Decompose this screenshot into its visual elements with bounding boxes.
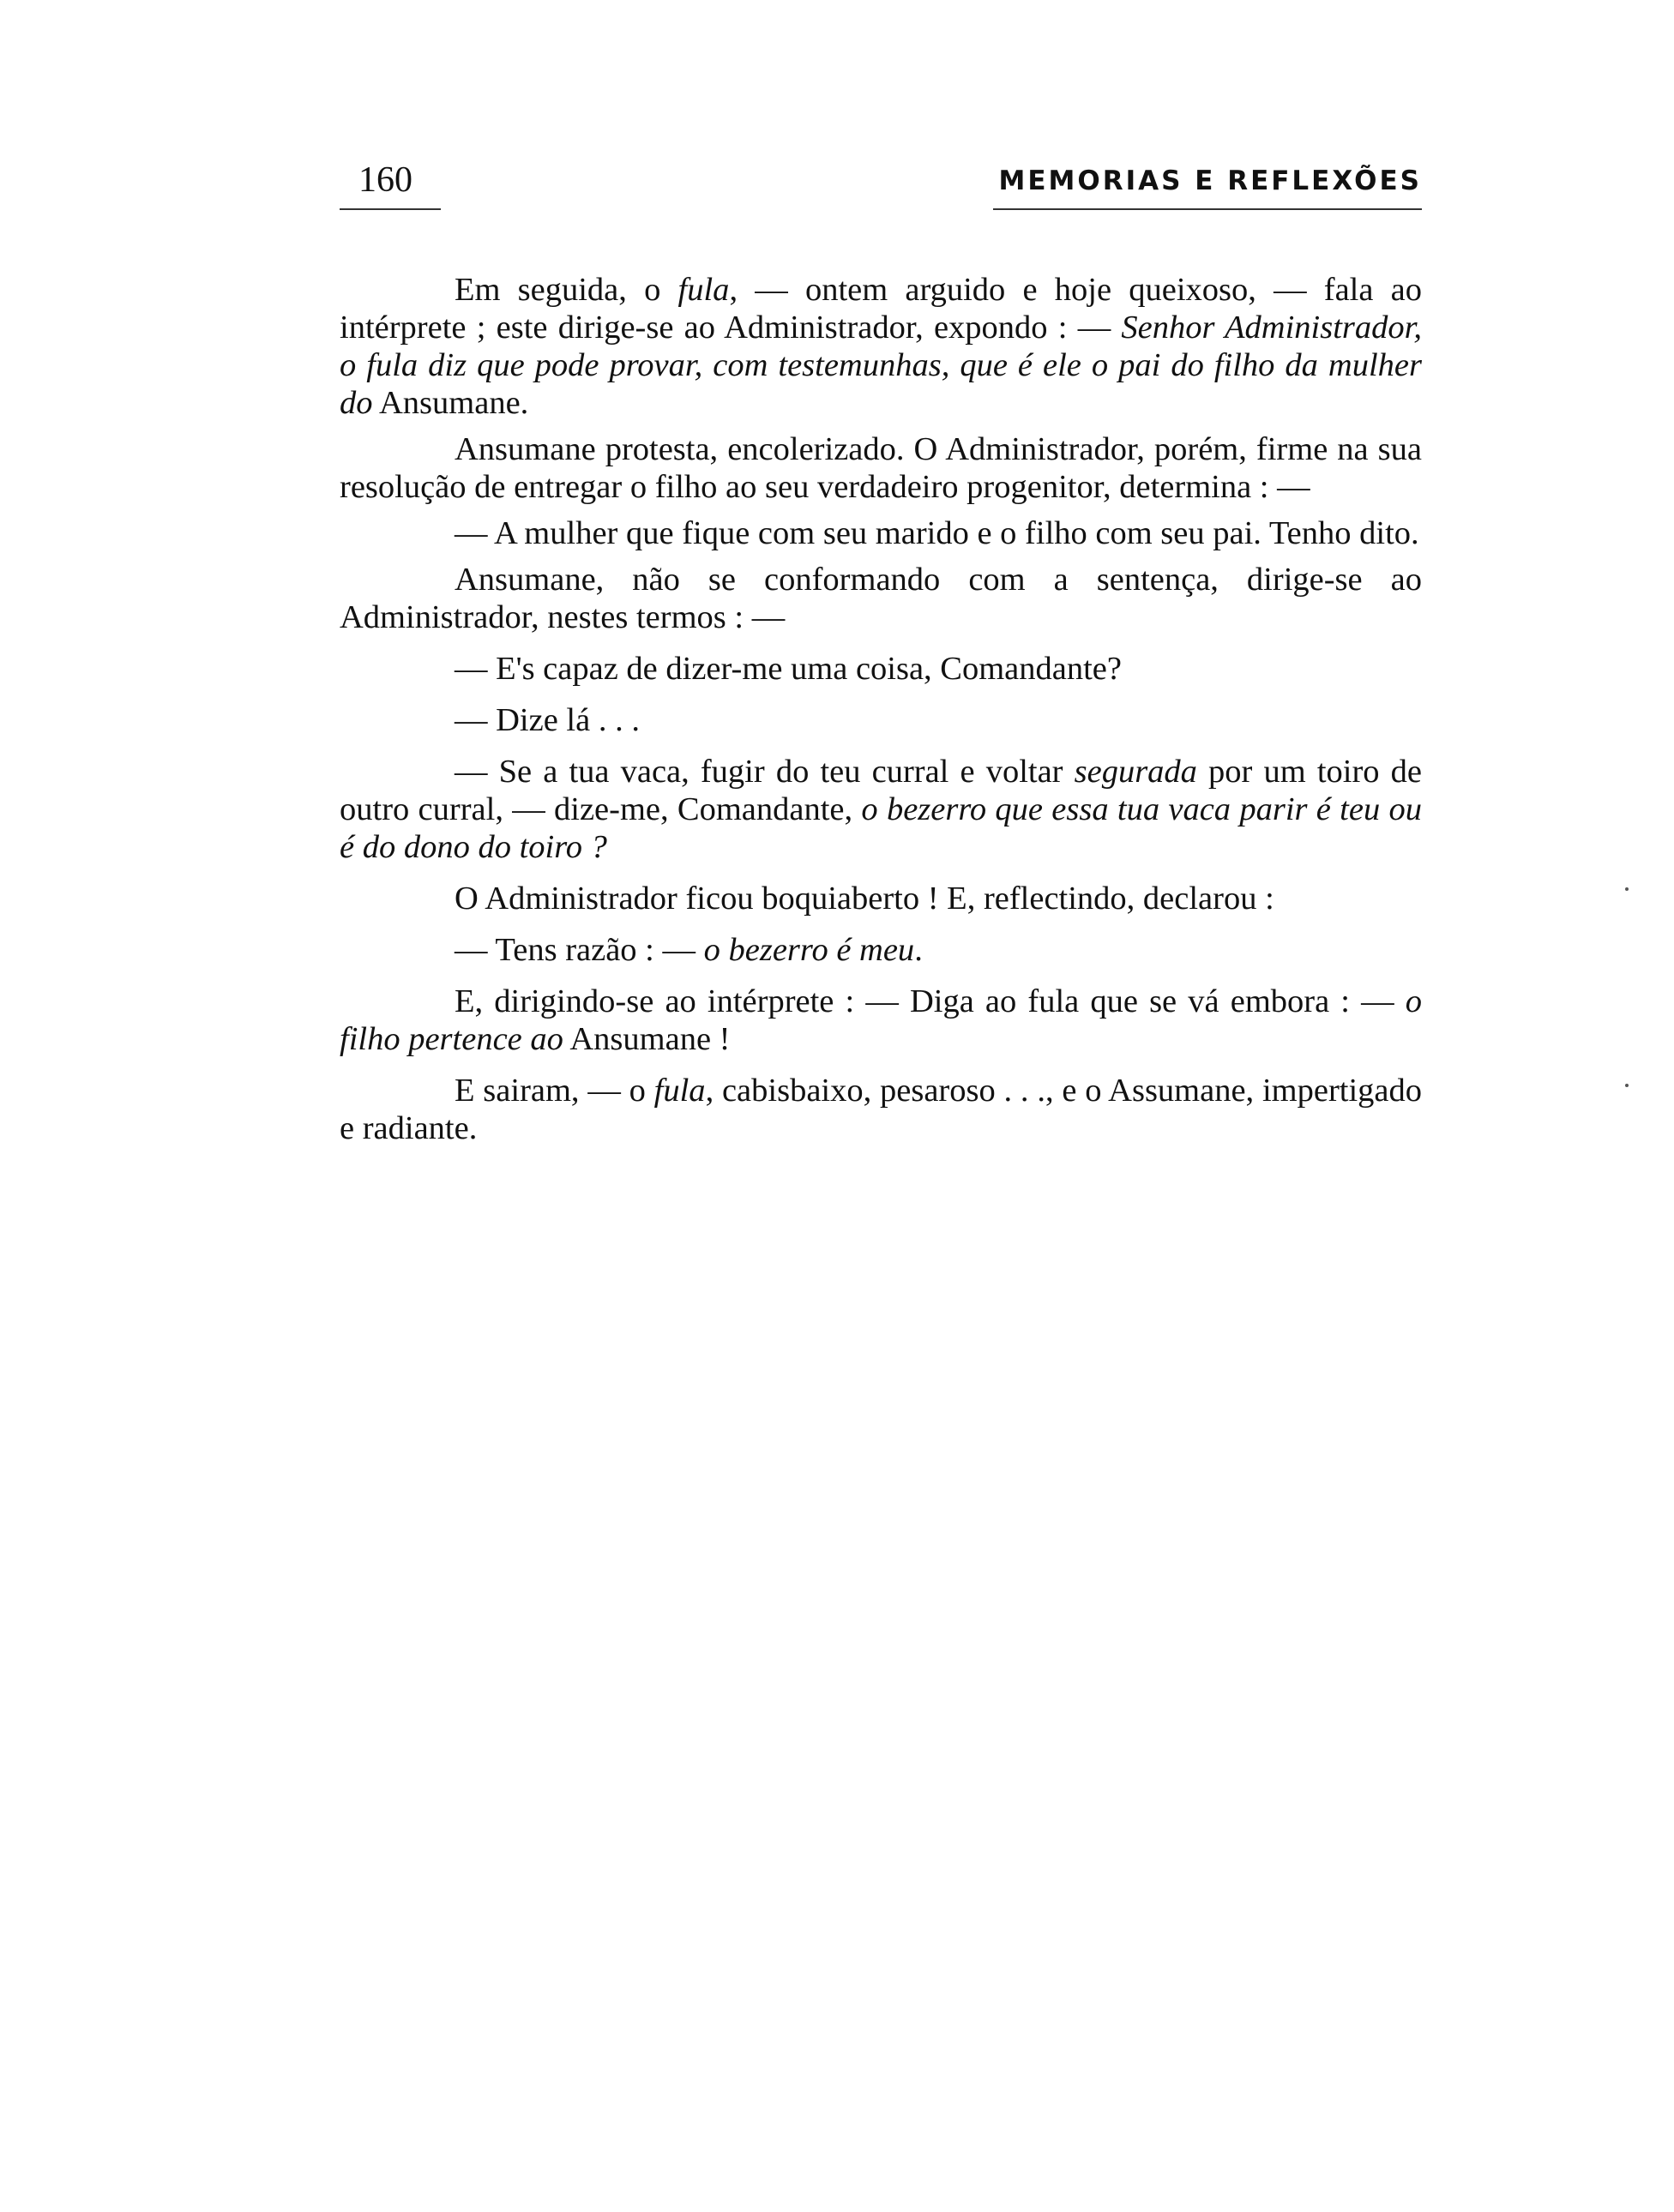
italic-run: segurada [1074, 754, 1197, 790]
text-run: , cabisbaixo, pesaroso . . ., e o Assumane, impertigado e radiante. [340, 1073, 1422, 1146]
paragraph-6 [340, 701, 1422, 739]
body-text [340, 271, 1422, 1156]
italic-run: Senhor Administrador, o fula diz que pode provar, com testemunhas, que é ele o pai do filho da mulher do [340, 310, 1422, 421]
text-run: E sairam, — o [455, 1073, 654, 1109]
italic-run: o bezerro que essa tua vaca parir é teu ou é do dono do toiro ? [340, 791, 1422, 865]
text-run: Ansumane protesta, encolerizado. O Administrador, porém, firme na sua resolução de entregar o filho ao seu verdadeiro progenitor, determina : — [340, 431, 1422, 505]
paragraph-2 [340, 430, 1422, 506]
text-run: Ansumane. [372, 385, 529, 421]
paragraph-4 [340, 561, 1422, 636]
text-run: — A mulher que fique com seu marido e o filho com seu pai. Tenho dito. [455, 515, 1419, 551]
paragraph-3 [340, 514, 1422, 552]
text-run: — Dize lá . . . [455, 702, 640, 738]
page-header [340, 159, 1422, 219]
italic-run: o bezerro é meu [703, 932, 915, 968]
text-run: — Tens razão : — [455, 932, 704, 968]
text-run: . [914, 932, 923, 968]
text-run: por um toiro de outro curral, — dize-me, Comandante, [340, 754, 1422, 827]
paragraph-11 [340, 1072, 1422, 1147]
paragraph-10 [340, 983, 1422, 1058]
text-run: — Se a tua vaca, fugir do teu curral e voltar [455, 754, 1075, 790]
running-head: MEMORIAS E REFLEXÕES [998, 165, 1422, 196]
italic-run: fula [653, 1073, 706, 1109]
text-run: Em seguida, o [455, 272, 678, 308]
italic-run: o filho pertence ao [340, 983, 1422, 1057]
page-number: 160 [358, 160, 412, 200]
running-head-rule [993, 208, 1422, 210]
italic-run: fula [677, 272, 730, 308]
text-run: , — ontem arguido e hoje queixoso, — fala ao intérprete ; este dirige-se ao Administrador, expondo : — [340, 272, 1422, 346]
text-run: O Administrador ficou boquiaberto ! E, reflectindo, declarou : [455, 881, 1274, 917]
paragraph-7 [340, 753, 1422, 866]
scan-speck [1625, 887, 1629, 891]
text-run: E, dirigindo-se ao intérprete : — Diga ao fula que se vá embora : — [455, 983, 1406, 1019]
text-run: — E's capaz de dizer-me uma coisa, Comandante? [455, 651, 1122, 687]
paragraph-8 [340, 880, 1422, 917]
page-number-rule [340, 208, 441, 210]
scan-speck [1625, 1084, 1629, 1087]
text-run: Ansumane, não se conformando com a sentença, dirige-se ao Administrador, nestes termos : — [340, 562, 1422, 635]
paragraph-9 [340, 931, 1422, 969]
text-run: Ansumane ! [563, 1021, 731, 1057]
paragraph-1 [340, 271, 1422, 422]
paragraph-5 [340, 650, 1422, 688]
